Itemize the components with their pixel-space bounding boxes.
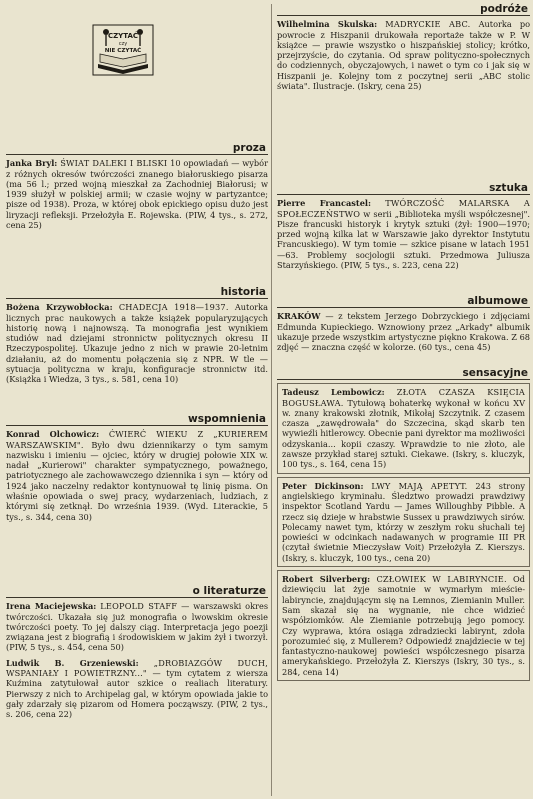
review-entry [277,19,530,91]
review-entry [277,570,530,681]
logo-line3: NIE CZYTAĆ [104,48,142,54]
entry-title: MADRYCKIE ABC. [385,19,471,30]
entry-title: „DROBIAZGÓW DUCH, WSPANIAŁY I POWIETRZNY..." [6,657,268,679]
section-header-podroze: podróże [277,4,530,16]
entry-body: — z tekstem Jerzego Dobrzyckiego i zdjęciami Edmunda Kupieckiego. Wznowiony przez „Arkady" albumik ukazuje przede wszystkim artystyczne piękno Krakowa. Z 68 zdjęć — znaczna część w kolorze. (60 tys., cena 45) [277,311,530,353]
section-o-literaturze [6,586,268,720]
section-sensacyjne [277,368,530,681]
entry-body: Od dziewięciu lat żyje samotnie w wymarłym mieście-labiryncie, znajdującym się na Lemnos, Ziemianin Muller. Sam skazał się na wygnanie, nie chce widzieć współziomków. Ale Ziemianie potrzebują jego pomocy. Czy wyprawa, która osiąga zdradziecki labirynt, zdoła porozumieć się, z Mullerem? Odpowiedź znajdziecie w tej fantastyczno-naukowej powieści współczesnego pisarza amerykańskiego. Przełożyła Z. Kierszys (Iskry, 30 tys., s. 284, cena 14) [282,574,526,677]
section-header-proza: proza [6,143,268,155]
entry-author: Peter Dickinson: [282,480,364,491]
entry-author: Tadeusz Lembowicz: [282,387,385,398]
review-entry [6,302,268,384]
section-header-historia: historia [6,287,268,299]
review-entry [277,477,530,567]
review-entry [277,198,530,270]
entry-body: 243 strony angielskiego kryminału. Śledztwo prowadzi prawdziwy inspektor Scotland Yardu — James Willoughby Pibble. A rzecz się dzieje w hrabstwie Sussex u prawdziwych sirów. Polecamy nawet tym, którzy w zeszłym roku słuchali tej powieści w odcinkach nadawanych w programie III PR (czytał świetnie Mieczysław Voit) Przełożyła Z. Kierszys. (Iskry, s. kluczyk, 100 tys., cena 20) [282,480,526,563]
section-proza [6,143,268,230]
entry-body: w serii „Biblioteka myśli współczesnej". Pisze francuski historyk i krytyk sztuki (żył: 1900—1970; przed wojną kilka lat w Warszawie jako dyrektor Instytutu Francuskiego). W tym tomie — szkice pisane w latach 1951—63. Problemy socjologii sztuki. Przedmowa Juliusza Starzyńskiego. (PIW, 5 tys., s. 223, cena 22) [277,208,530,271]
column-divider [271,4,272,796]
entry-author: Konrad Olchowicz: [6,429,100,440]
section-historia [6,287,268,385]
entry-body: Autorka licznych prac naukowych a także książek popularyzujących historię nową i najnowszą. Ta monografia jest wynikiem studiów nad dziejami stronnictw politycznych okresu II Rzeczypospolitej. Ukazuje jedno z nich w prawie 20-letnim działaniu, aż do momentu połączenia się z NPR. W tle — sytuacja polityczna w kraju, konfiguracje stronnictw itd. (Książka i Wiedza, 3 tys., s. 581, cena 10) [6,302,269,385]
entry-author: Ludwik B. Grzeniewski: [6,657,139,668]
entry-title: CZŁOWIEK W LABIRYNCIE. [376,574,507,585]
entry-body: 10 opowiadań — wybór z różnych okresów twórczości znanego białoruskiego pisarza (ma 56 l.; przed wojną mieszkał za Zachodniej Białorusi; w 1939 służył w polskiej armii; w czasie wojny w partyzantce; pisze od 1938). Proza, w której obok epickiego opisu dużo jest liryzacji refleksji. Przełożyła E. Rojewska. (PIW, 4 tys., s. 272, cena 25) [6,158,268,231]
entry-author: Pierre Francastel: [277,198,372,209]
section-header-wspomnienia: wspomnienia [6,414,268,426]
section-podroze [277,4,530,91]
entry-author: Bożena Krzywobłocka: [6,302,113,313]
review-entry [277,311,530,352]
entry-author: Janka Bryl: [6,158,58,169]
logo-line1: CZYTAĆ [107,32,139,40]
entry-title: ŚWIAT DALEKI I BLISKI [60,158,168,169]
section-header-o-literaturze: o literaturze [6,586,268,598]
section-header-albumowe: albumowe [277,296,530,308]
entry-body: — tym cytatem z wiersza Kuźmina zatytułował autor szkice o realiach literatury. Pierwszy z nich to Archipelag gal, w którym opowiada jakie to gały zdarzały się pizarom od Homera począwszy. (PIW, 2 tys., s. 206, cena 22) [6,668,268,720]
entry-author: KRAKÓW [277,311,321,322]
logo-line2: czy [118,41,128,47]
section-sztuka [277,183,530,270]
entry-author: Wilhelmina Skulska: [277,19,378,30]
review-entry [6,601,268,652]
entry-body: Autorka po powrocie z Hiszpanii drukowała reportaże także w P. W książce — prawie wszystko o hiszpańskiej stolicy; krótko, przejrzyście, do czytania. Od spraw polityczno-społecznych do codziennych, obyczajowych, i nawet o tym co i jak się w Hiszpanii je. Kolejny tom z poczytnej serii „ABC stolic świata". Ilustracje. (Iskry, cena 25) [277,19,531,92]
section-header-sztuka: sztuka [277,183,530,195]
entry-body: Tytułową bohaterkę wykonał w końcu XV w. znany krakowski złotnik, Mikołaj Szczytnik. Z czasem czasza „zawędrowała" do Szczecina, skąd skarb ten wywieźli hitlerowcy. Obecnie pani dyrektor ma możliwości odzyskania... kopii czaszy. Wprawdzie to nie złoto, ale zawsze przykład starej sztuki. Ciekawe. (Iskry, s. kluczyk, 100 tys., s. 164, cena 15) [282,397,526,470]
review-entry [6,429,268,522]
section-albumowe [277,296,530,352]
entry-title: LWY MAJĄ APETYT. [371,480,468,491]
section-wspomnienia [6,414,268,522]
review-entry [277,383,530,473]
entry-title: ZŁOTA CZASZA KSIĘCIA BOGUSŁAWA. [282,387,525,408]
entry-title: ĆWIERĆ WIEKU Z „KURIEREM WARSZAWSKIM". [6,429,268,450]
entry-title: LEOPOLD STAFF [100,601,178,612]
review-entry [6,658,268,720]
entry-body: — warszawski okres twórczości. Ukazała się już monografia o lwowskim okresie twórczości poety. To jej dalszy ciąg. Interpretacja jego poezji związana jest z biografią i środowiskiem w jakim żył i tworzył. (PIW, 5 tys., s. 454, cena 50) [6,601,269,653]
entry-author: Robert Silverberg: [282,574,371,585]
review-entry [6,158,268,230]
section-header-sensacyjne: sensacyjne [277,368,530,380]
entry-body: Było dwu dziennikarzy o tym samym nazwisku i imieniu — ojciec, który w drugiej połowie XIX w. nadał „Kurierowi" charakter sympatycznego, poważnego, patriotycznego ale zachowawczego dziennika i syn — który od 1924 jako naczelny redaktor kontynuował tę linię pisma. On właśnie opowiada o swej pracy, wydarzeniach, ludziach, z którymi się zetknął. Do września 1939. (Wyd. Literackie, 5 tys., s. 344, cena 30) [6,439,268,522]
book-reading-figures-icon [92,24,154,76]
entry-title: TWÓRCZOŚĆ MALARSKA A SPOŁECZEŃSTWO [277,198,531,219]
entry-title: CHADECJA 1918—1937. [118,302,229,313]
entry-author: Irena Maciejewska: [6,601,97,612]
